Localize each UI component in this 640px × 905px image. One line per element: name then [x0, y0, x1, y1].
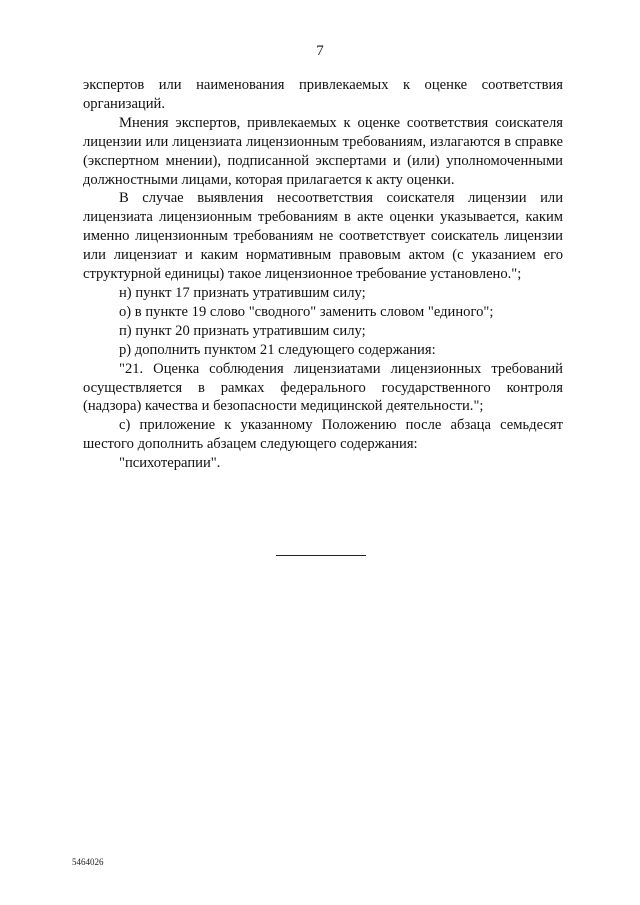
- paragraph-expert-opinions: Мнения экспертов, привлекаемых к оценке соответствия соискателя лицензии или лицензиата лицензионным требованиям, излагаются в справке (экспертном мнении), подписанной экспертами и (или) уполномоченными должностными лицами, которая прилагается к акту оценки.: [83, 114, 563, 188]
- document-code: 5464026: [72, 857, 104, 867]
- paragraph-item-o: о) в пункте 19 слово "сводного" заменить словом "единого";: [119, 303, 494, 320]
- paragraph-item-s: с) приложение к указанному Положению после абзаца семьдесят шестого дополнить абзацем следующего содержания:: [83, 417, 563, 453]
- paragraph-item-r: р) дополнить пунктом 21 следующего содержания:: [119, 341, 436, 358]
- paragraph-point-21: "21. Оценка соблюдения лицензиатами лицензионных требований осуществляется в рамках федерального государственного контроля (надзора) качества и безопасности медицинской деятельности.";: [83, 360, 563, 415]
- paragraph-continuation: экспертов или наименования привлекаемых к оценке соответствия организаций.: [83, 77, 563, 112]
- page-number: 7: [316, 43, 324, 59]
- document-body: [83, 76, 563, 473]
- paragraph-nonconformity: В случае выявления несоответствия соискателя лицензии или лицензиата лицензионным требованиям в акте оценки указывается, каким именно лицензионным требованиям не соответствует соискатель лицензии или лицензиат и каким нормативным правовым актом (с указанием его структурной единицы) такое лицензионное требование установлено.";: [83, 190, 563, 283]
- separator-rule: [276, 555, 366, 556]
- paragraph-item-n: н) пункт 17 признать утратившим силу;: [119, 284, 366, 301]
- paragraph-item-p: п) пункт 20 признать утратившим силу;: [119, 322, 366, 339]
- paragraph-psychotherapy: "психотерапии".: [119, 455, 221, 472]
